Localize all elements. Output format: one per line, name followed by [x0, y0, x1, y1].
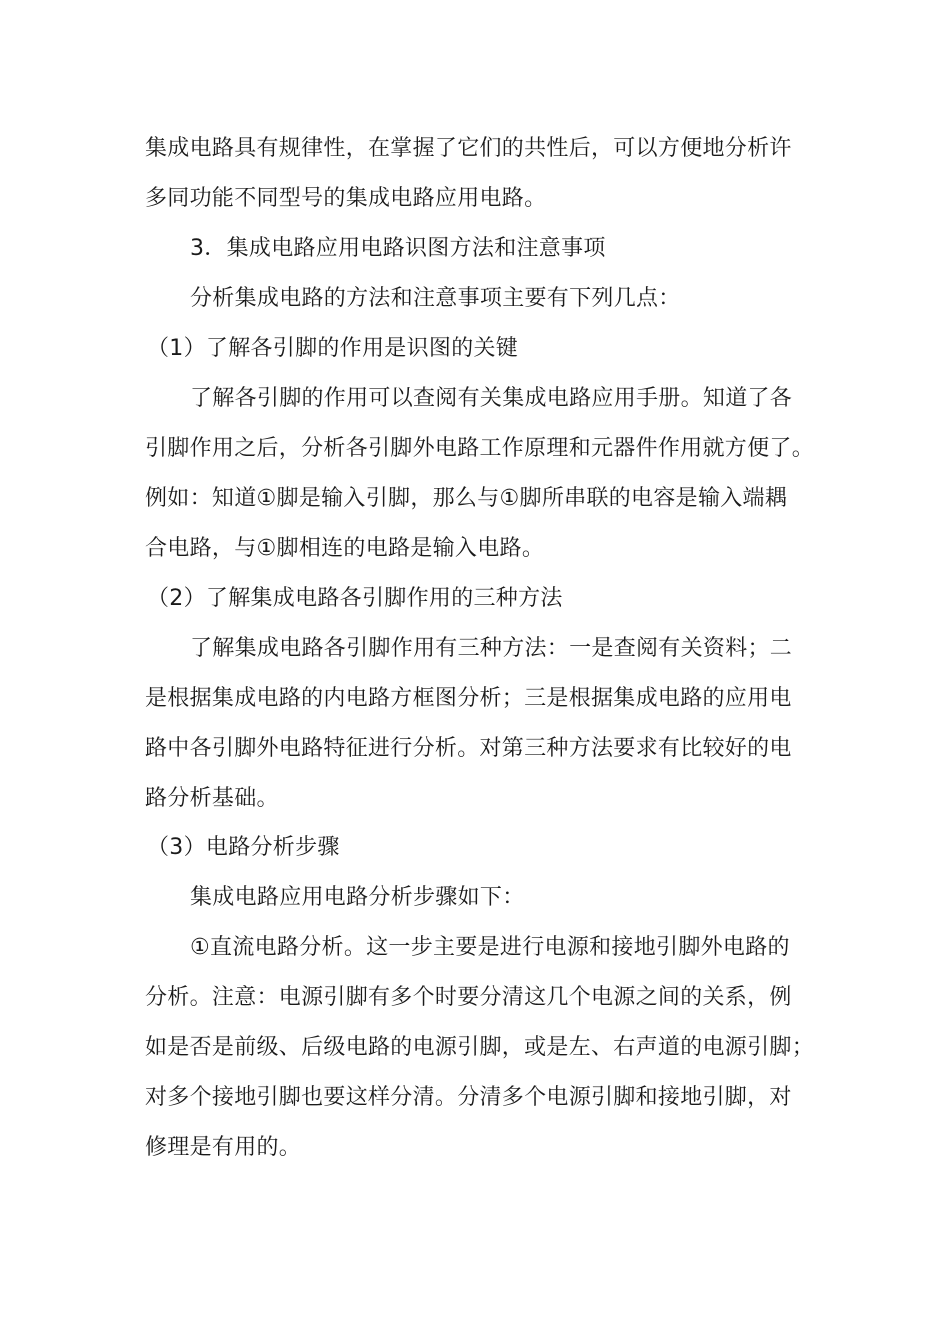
- paragraph-line: 是根据集成电路的内电路方框图分析；三是根据集成电路的应用电: [145, 686, 792, 711]
- paragraph-line: 例如：知道①脚是输入引脚，那么与①脚所串联的电容是输入端耦: [145, 486, 788, 511]
- subsection-heading: （2）了解集成电路各引脚作用的三种方法: [147, 586, 563, 611]
- paragraph-line: 路中各引脚外电路特征进行分析。对第三种方法要求有比较好的电: [145, 736, 792, 761]
- paragraph-line: 了解集成电路各引脚作用有三种方法：一是查阅有关资料；二: [190, 636, 793, 661]
- paragraph-line: 对多个接地引脚也要这样分清。分清多个电源引脚和接地引脚，对: [145, 1085, 792, 1110]
- paragraph-line: 多同功能不同型号的集成电路应用电路。: [145, 186, 547, 211]
- paragraph-line: 分析。注意：电源引脚有多个时要分清这几个电源之间的关系，例: [145, 985, 792, 1010]
- paragraph-line: 引脚作用之后，分析各引脚外电路工作原理和元器件作用就方便了。: [145, 436, 815, 461]
- subsection-heading: （1）了解各引脚的作用是识图的关键: [147, 336, 519, 361]
- paragraph-line: 如是否是前级、后级电路的电源引脚，或是左、右声道的电源引脚；: [145, 1035, 815, 1060]
- paragraph-line: 集成电路应用电路分析步骤如下：: [190, 885, 525, 910]
- paragraph-line: ①直流电路分析。这一步主要是进行电源和接地引脚外电路的: [190, 935, 790, 960]
- paragraph-line: 分析集成电路的方法和注意事项主要有下列几点：: [190, 286, 681, 311]
- paragraph-line: 路分析基础。: [145, 786, 279, 811]
- paragraph-line: 了解各引脚的作用可以查阅有关集成电路应用手册。知道了各: [190, 386, 793, 411]
- paragraph-line: 合电路，与①脚相连的电路是输入电路。: [145, 536, 545, 561]
- section-heading: 3．集成电路应用电路识图方法和注意事项: [190, 236, 606, 261]
- subsection-heading: （3）电路分析步骤: [147, 835, 340, 860]
- paragraph-line: 修理是有用的。: [145, 1135, 302, 1160]
- paragraph-line: 集成电路具有规律性，在掌握了它们的共性后，可以方便地分析许: [145, 136, 792, 161]
